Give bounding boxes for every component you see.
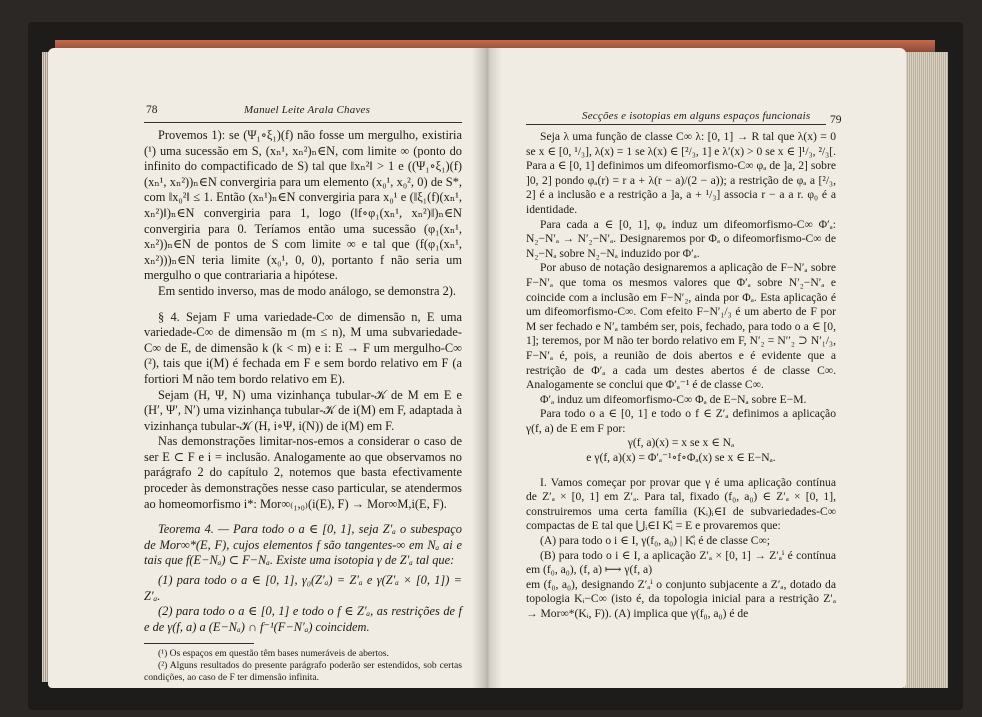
- left-paragraph-3: § 4. Sejam F uma variedade-C∞ de dimensão n, E uma variedade-C∞ de dimensão m (m ≤ n), M uma subvariedade-C∞ de E, de dimensão k (k < m) e i: E → F um mergulho-C∞ (²), tais que i(M) é fechada em F e sem bordo relativo em F (a fortiori M não tem bordo relativo em E).: [144, 309, 462, 386]
- book-gutter-shadow: [472, 48, 502, 688]
- right-page-edges: [904, 52, 948, 688]
- right-paragraph-2: Para cada a ∈ [0, 1], φₐ induz um difeomorfismo-C∞ Φ′ₐ: N₂−N′ₐ → N′₂−N′ₐ. Designaremos por Φₐ o difeomorfismo-C∞ de N₂−Nₐ sobre N₂−Nₐ induzido por Φ′ₐ.: [526, 217, 836, 260]
- left-paragraph-2: Em sentido inverso, mas de modo análogo, se demonstra 2).: [158, 283, 457, 298]
- right-paragraph-3: Por abuso de notação designaremos a aplicação de F−N′ₐ sobre F−N′ₐ que toma os mesmos valores que Φ′ₐ sobre N′₂−N′ₐ e coincide com a inclusão em F−N′₂, ainda por Φₐ. Esta aplicação é um difeomorfismo-C∞. Com efeito F−N′₁/₃ é um aberto de F por M ser fechado e N′ₐ também ser, pois, fechado, para todo o a ∈ [0, 1]; teremos, por M não ter bordo relativo em F, N′₂ = N′′₂ ⊃ N′₁/₃, F−N′ₐ é, pois, a reunião de dois abertos e é evidente que a restrição de Φ′ₐ a cada um destes abertos é de classe C∞. Analogamente se conclui que Φ′ₐ⁻¹ é de classe C∞.: [526, 261, 836, 392]
- right-paragraph-1: Seja λ uma função de classe C∞ λ: [0, 1] → R tal que λ(x) = 0 se x ∈ [0, ¹/₃], λ(x) = 1 se λ(x) ∈ [²/₃, 1] e λ′(x) > 0 se x ∈ ]¹/₃, ²/₃[. Para a ∈ [0, 1] definimos um difeomorfismo-C∞ φₐ de ]a, 2] sobre ]0, 2] pondo φₐ(r) = r a + λ(r − a)/(2 − a)); a restrição de φₐ a [²/₃, 2] é a inclusão e a restrição a ]a, a + ¹/₃] associa r − a a r. φ₀ é a identidade.: [526, 130, 836, 216]
- left-paragraph-1: Provemos 1): se (Ψ₁∘ξ₁)(f) não fosse um mergulho, existiria (¹) uma sucessão em S, (xₙ¹, xₙ²)ₙ∈N, com limite ∞ (ponto do infinito do compactificado de S) tal que ‖xₙ²‖ > 1 e ((Ψ₁∘ξ₁)(f)(xₙ¹, xₙ²))ₙ∈N convergiria para um elemento (x₀¹, x₀², 0) de S*, com ‖x₀²‖ ≤ 1. Então (xₙ¹)ₙ∈N convergiria para x₀¹ e (‖ξ₁(f)(xₙ¹, xₙ²)‖)ₙ∈N convergiria para 1, logo (‖f∘φ₁(xₙ¹, xₙ²)‖)ₙ∈N convergiria para 0. Teríamos então uma sucessão (φ₁(xₙ¹, xₙ²))ₙ∈N de pontos de S com limite ∞ e tal que (f(φ₁(xₙ¹, xₙ²)))ₙ∈N teria limite (x₀¹, 0, 0), portanto f não seria um mergulho o que contrariaria a hipótese.: [144, 128, 462, 283]
- right-body: [526, 130, 836, 622]
- left-header-rule: [144, 122, 462, 123]
- left-body: [144, 128, 462, 684]
- right-paragraph-5: Para todo o a ∈ [0, 1] e todo o f ∈ Z′ₐ definimos a aplicação γ(f, a) de E em F por:: [526, 407, 836, 435]
- definition-eq-1: γ(f, a)(x) = x se x ∈ Nₐ: [627, 436, 735, 450]
- theorem-item-2: (2) para todo o a ∈ [0, 1] e todo o f ∈ Z′ₐ, as restrições de f e de γ(f, a) a (E−Nₐ) ∩ f⁻¹(F−N′ₐ) coincidem.: [144, 604, 462, 634]
- right-item-B: (B) para todo o i ∈ I, a aplicação Z′ₐ × [0, 1] → Z′ₐⁱ é contínua em (f₀, a₀), (f, a) ⟼ γ(f, a): [526, 548, 836, 577]
- right-running-head: Secções e isotopias em alguns espaços funcionais: [582, 110, 811, 122]
- left-page: [48, 48, 486, 688]
- right-header-rule: [526, 124, 826, 125]
- footnote-1: (¹) Os espaços em questão têm bases numeráveis de abertos.: [158, 648, 389, 660]
- right-paragraph-4: Φ′ₐ induz um difeomorfismo-C∞ Φₐ de E−Nₐ sobre E−M.: [540, 392, 807, 406]
- right-paragraph-section-1: I. Vamos começar por provar que γ é uma aplicação contínua de Z′ₐ × [0, 1] em Z′ₐ. Para tal, fixado (f₀, a₀) ∈ Z′ₐ × [0, 1], construiremos uma certa família (Kᵢ)ᵢ∈I de subvariedades-C∞ compactas de E tal que ⋃ᵢ∈I K̊ᵢ = E e provaremos que:: [526, 475, 836, 533]
- definition-eq-2: e γ(f, a)(x) = Φ′ₐ⁻¹∘f∘Φₐ(x) se x ∈ E−Nₐ.: [586, 451, 776, 465]
- left-page-number: 78: [146, 104, 158, 116]
- right-item-A: (A) para todo o i ∈ I, γ(f₀, a₀) | K̊ᵢ é de classe C∞;: [540, 534, 771, 548]
- right-page: [486, 48, 906, 688]
- theorem-4: Teorema 4. — Para todo o a ∈ [0, 1], seja Z′ₐ o subespaço de Mor∞*(E, F), cujos elementos f são tangentes-∞ em Nₐ ai e tais que f(E−Nₐ) ⊂ F−Nₐ. Existe uma isotopia γ de Z′ₐ tal que:: [144, 522, 462, 568]
- left-paragraph-5: Nas demonstrações limitar-nos-emos a considerar o caso de ser E ⊂ F e i = inclusão. Analogamente ao que observamos no parágrafo 2 do capítulo 2, notemos que basta efectivamente proceder às demonstrações nesse caso particular, se atendermos ao homeomorfismo i*: Mor∞₍₁,₀₎(i(E), F) → Mor∞M,i(E, F).: [144, 434, 462, 511]
- right-paragraph-last: em (f₀, a₀), designando Z′ₐⁱ o conjunto subjacente a Z′ₐ, dotado da topologia Kᵢ−C∞ (isto é, da topologia inicial para a restrição Z′ₐ → Mor∞*(Kᵢ, F)). (A) implica que γ(f₀, a₀) é de: [526, 577, 836, 620]
- left-paragraph-4: Sejam (H, Ψ, N) uma vizinhança tubular-𝒦 de M em E e (H′, Ψ′, N′) uma vizinhança tubular-𝒦 de i(M) em F, adaptada à vizinhança tubular-𝒦 (H, i∘Ψ, i(N)) de i(M) em F.: [144, 387, 462, 433]
- footnote-2: (²) Alguns resultados do presente parágrafo poderão ser estendidos, sob certas condições, ao caso de F ter dimensão infinita.: [144, 660, 462, 684]
- right-page-number: 79: [830, 114, 842, 126]
- footnote-rule: [144, 643, 254, 644]
- theorem-item-1: (1) para todo o a ∈ [0, 1], γ₀(Z′ₐ) = Z′ₐ e γ(Z′ₐ × [0, 1]) = Z′ₐ.: [144, 573, 462, 603]
- left-running-head: Manuel Leite Arala Chaves: [244, 104, 371, 116]
